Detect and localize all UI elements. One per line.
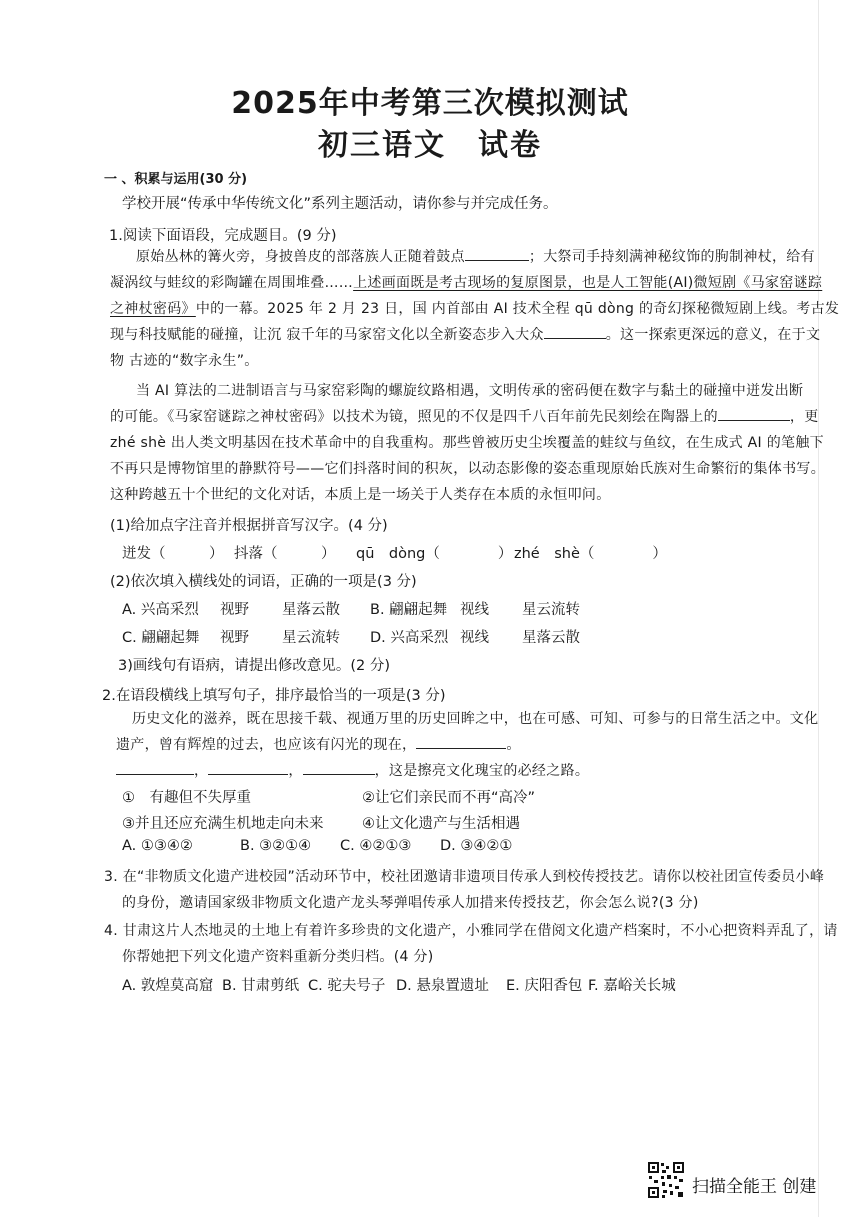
q4-item: D. 悬泉置遗址 [396,978,489,994]
exam-subtitle: 初三语文 试卷 [318,128,542,163]
option-a-word2: 视野 [220,602,249,618]
q1-sub1: (1)给加点字注音并根据拼音写汉字。(4 分) [110,518,388,534]
option-b-word3: 星云流转 [522,602,580,618]
page-edge-shadow [818,0,819,1217]
q2-passage-line: 遗产，曾有辉煌的过去，也应该有闪光的现在， 。 [116,734,521,754]
section-heading: 一 、积累与运用(30 分) [104,172,248,187]
q1-passage-line: 不再只是博物馆里的静默符号——它们抖落时间的积灰，以动态影像的姿态重现原始氏族对生命繁衍的集体书写。 [110,461,825,477]
option-c-word3: 星云流转 [282,630,340,646]
q1-passage-line: 之神杖密码》中的一幕。2025 年 2 月 23 日，国 内首部由 AI 技术全程 qū dòng 的奇幻探秘微短剧上线。考古发 [110,301,840,317]
option-d-word2: 视线 [460,630,489,646]
q1-passage-line: 的可能。《马家窑谜踪之神杖密码》以技术为镜，照见的不仅是四千八百年前先民刻绘在陶器上的 ，更 [110,406,819,426]
q1-stem: 1.阅读下面语段，完成题目。(9 分) [109,228,337,244]
q4-item: A. 敦煌莫高窟 [122,978,214,994]
underlined-sentence: 之神杖密码》 [110,301,196,317]
q2-passage-line: ， ， ，这是擦亮文化瑰宝的必经之路。 [116,760,589,780]
q1-passage-line: 凝涡纹与蛙纹的彩陶罐在周围堆叠……上述画面既是考古现场的复原图景，也是人工智能(AI)微短剧《马家窑谜踪 [110,275,823,291]
section-intro: 学校开展“传承中华传统文化”系列主题活动，请你参与并完成任务。 [122,196,558,212]
q1-passage-line: 这种跨越五十个世纪的文化对话，本质上是一场关于人类存在本质的永恒叩问。 [110,487,611,503]
q2-sentence-2: ②让它们亲民而不再“高冷” [362,790,536,806]
q4-item: F. 嘉峪关长城 [588,978,676,994]
q1-passage-line: zhé shè 出人类文明基因在技术革命中的自我重构。那些曾被历史尘埃覆盖的蛙纹与鱼纹，在生成式 AI 的笔触下 [110,435,824,451]
q2-passage-line: 历史文化的滋养，既在思接千载、视通万里的历史回眸之中，也在可感、可知、可参与的日常生活之中。文化 [132,711,819,727]
q2-sentence-1: ① 有趣但不失厚重 [122,790,251,806]
q1-passage-line: 现与科技赋能的碰撞，让沉 寂千年的马家窑文化以全新姿态步入大众 。这一探索更深远的意义，在于文 [110,324,820,344]
q1-passage-line: 原始丛林的篝火旁，身披兽皮的部落族人正随着鼓点 ；大祭司手持刻满神秘纹饰的朐制神杖，给有 [136,246,815,266]
option-a-word3: 星落云散 [282,602,340,618]
q2-sentence-3: ③并且还应充满生机地走向未来 [122,816,324,832]
option-b-word1: B. 翩翩起舞 [370,602,448,618]
q1-passage-line: 物 古迹的“数字永生”。 [110,353,259,369]
option-c-word1: C. 翩翩起舞 [122,630,200,646]
q2-choice-a: A. ①③④② [122,838,193,854]
q2-choice-c: C. ④②①③ [340,838,412,854]
q4-item: C. 驼夫号子 [308,978,386,994]
option-b-word2: 视线 [460,602,489,618]
pinyin-item: qū dòng（ ） [356,546,513,562]
pinyin-item: 抖落（ ） [234,546,336,562]
q1-passage-line: 当 AI 算法的二进制语言与马家窑彩陶的螺旋纹路相遇，文明传承的密码便在数字与黏土的碰撞中迸发出断 [136,383,804,399]
q2-sentence-4: ④让文化遗产与生活相遇 [362,816,520,832]
q4-item: E. 庆阳香包 [506,978,583,994]
option-d-word1: D. 兴高采烈 [370,630,449,646]
pinyin-item: zhé shè（ ） [514,546,667,562]
q2-choice-d: D. ③④②① [440,838,513,854]
pinyin-item: 迸发（ ） [122,546,224,562]
q3-line: 的身份，邀请国家级非物质文化遗产龙头琴弹唱传承人加措来传授技艺，你会怎么说?(3 分) [122,895,699,911]
qr-code-icon [647,1161,685,1199]
scanner-watermark-text: 扫描全能王 创建 [692,1177,817,1197]
option-d-word3: 星落云散 [522,630,580,646]
option-a-word1: A. 兴高采烈 [122,602,199,618]
q1-sub3: 3)画线句有语病，请提出修改意见。(2 分) [118,658,391,674]
q4-line: 你帮她把下列文化遗产资料重新分类归档。(4 分) [122,949,434,965]
q2-choice-b: B. ③②①④ [240,838,312,854]
q3-line: 3. 在“非物质文化遗产进校园”活动环节中，校社团邀请非遗项目传承人到校传授技艺。请你以校社团宣传委员小峰 [104,869,825,885]
q2-stem: 2.在语段横线上填写句子，排序最恰当的一项是(3 分) [102,688,446,704]
underlined-sentence: 上述画面既是考古现场的复原图景，也是人工智能(AI)微短剧《马家窑谜踪 [353,275,823,291]
q4-item: B. 甘肃剪纸 [222,978,300,994]
q4-line: 4. 甘肃这片人杰地灵的土地上有着许多珍贵的文化遗产，小雅同学在借阅文化遗产档案时，不小心把资料弄乱了，请 [104,923,838,939]
option-c-word2: 视野 [220,630,249,646]
q1-sub2: (2)依次填入横线处的词语，正确的一项是(3 分) [110,574,417,590]
exam-title: 2025年中考第三次模拟测试 [231,86,629,121]
